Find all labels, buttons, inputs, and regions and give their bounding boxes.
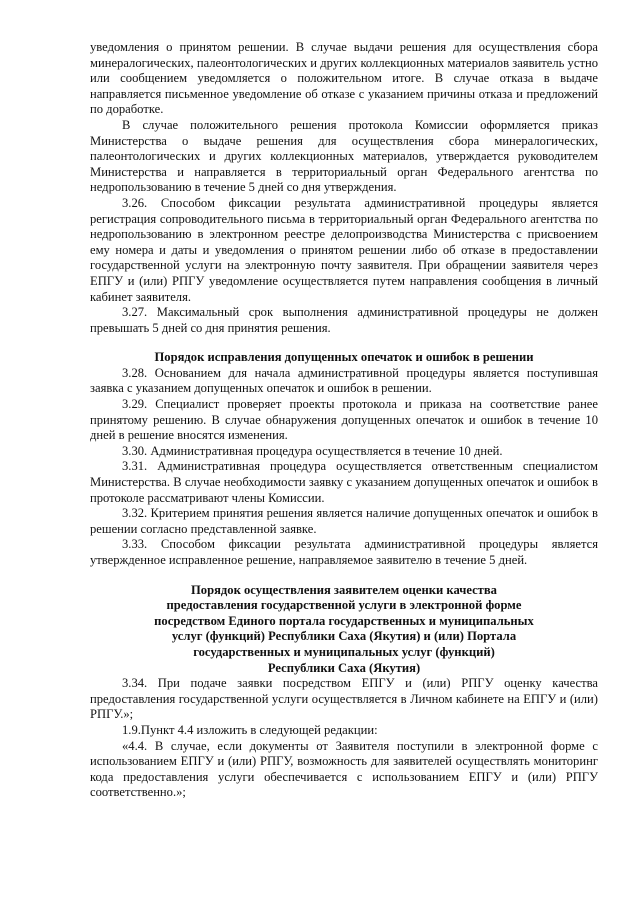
section-heading-line: предоставления государственной услуги в электронной форме <box>166 598 522 613</box>
paragraph: 3.29. Специалист проверяет проекты протокола и приказа на соответствие ранее принятому решению. В случае обнаружения допущенных опечаток и ошибок в течение 10 дней в решение вносятся изменения. <box>90 397 598 443</box>
paragraph: 3.27. Максимальный срок выполнения административной процедуры не должен превышать 5 дней со дня принятия решения. <box>90 305 598 335</box>
section-heading-line: государственных и муниципальных услуг (функций) <box>193 644 495 659</box>
section-heading-line: услуг (функций) Республики Саха (Якутия) и (или) Портала <box>171 629 517 644</box>
paragraph: В случае положительного решения протокола Комиссии оформляется приказ Министерства о выдаче решения для осуществления сбора минералогических, палеонтологических и других коллекционных материалов, утверждается руководителем Министерства и направляется в территориальный орган Федерального агентства по недропользованию в течение 5 дней со дня утверждения. <box>90 117 598 195</box>
paragraph: 3.28. Основанием для начала административной процедуры является поступившая заявка с указанием допущенных опечаток и ошибок в решении. <box>90 365 598 396</box>
paragraph: 3.26. Способом фиксации результата административной процедуры является регистрация сопроводительного письма в территориальный орган Федерального агентства по недропользованию в электронном реестре делопроизводства Министерства с присвоением ему номера и даты и уведомления о принятом решении либо об отказе в предоставлении государственной услуги на электронную почту заявителя. При обращении заявителя через ЕПГУ и (или) РПГУ уведомление осуществляется путем направления сообщения в личный кабинет заявителя. <box>90 195 598 304</box>
section-heading: Порядок исправления допущенных опечаток и ошибок в решении <box>154 350 534 365</box>
paragraph: 3.32. Критерием принятия решения является наличие допущенных опечаток и ошибок в решении согласно представленной заявке. <box>90 506 598 536</box>
paragraph: 3.30. Административная процедура осуществляется в течение 10 дней. <box>122 443 503 458</box>
paragraph: уведомления о принятом решении. В случае выдачи решения для осуществления сбора минералогических, палеонтологических и других коллекционных материалов заявитель устно или сообщением уведомляется о положительном итоге. В случае отказа в выдаче направляется письменное уведомление об отказе с указанием причины отказа и предложений по доработке. <box>90 40 598 117</box>
document-page <box>90 40 598 801</box>
section-heading-line: Республики Саха (Якутия) <box>267 660 421 675</box>
paragraph: «4.4. В случае, если документы от Заявителя поступили в электронной форме с использованием ЕПГУ и (или) РПГУ, возможность для заявителей осуществлять мониторинг кода предоставления услуги обеспечивается с использованием ЕПГУ и (или) РПГУ соответственно.»; <box>90 738 598 800</box>
section-heading-line: посредством Единого портала государственных и муниципальных <box>154 613 534 628</box>
paragraph: 3.31. Административная процедура осуществляется ответственным специалистом Министерства. В случае необходимости заявку с указанием допущенных опечаток и ошибок в протоколе рассматривают члены Комиссии. <box>90 459 598 505</box>
paragraph: 3.34. При подаче заявки посредством ЕПГУ и (или) РПГУ оценку качества предоставления государственной услуги осуществляется в Личном кабинете на ЕПГУ и (или) РПГУ.»; <box>90 676 598 722</box>
paragraph: 3.33. Способом фиксации результата административной процедуры является утвержденное исправленное решение, направляемое заявителю в течение 5 дней. <box>90 537 598 567</box>
section-heading-line: Порядок осуществления заявителем оценки качества <box>191 582 497 597</box>
paragraph: 1.9.Пункт 4.4 изложить в следующей редакции: <box>122 722 378 737</box>
